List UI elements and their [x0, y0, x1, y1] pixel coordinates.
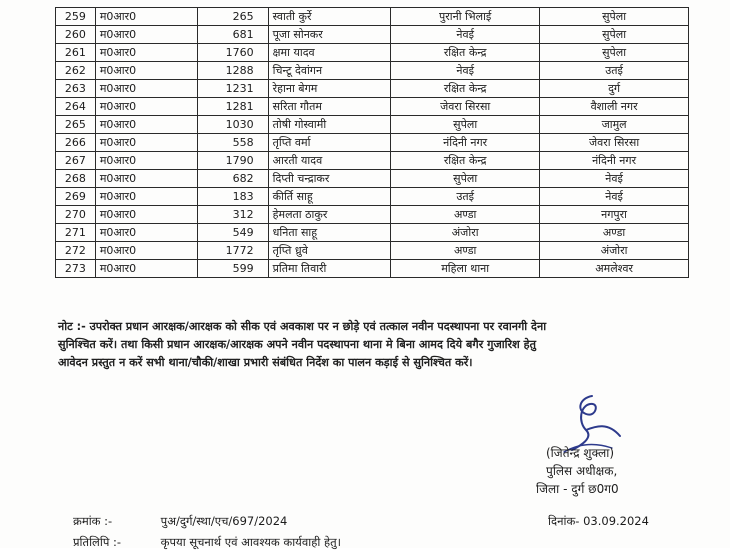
cell-from: अंजोरा — [391, 224, 540, 242]
cell-no: 183 — [198, 188, 268, 206]
cell-from: सुपेला — [391, 116, 540, 134]
cell-no: 1281 — [198, 98, 268, 116]
cell-rank: म0आर0 — [95, 188, 197, 206]
cell-to: दुर्ग — [540, 80, 689, 98]
officer-signature-block — [536, 444, 619, 498]
cell-from: रक्षित केन्द्र — [391, 44, 540, 62]
cell-sr: 270 — [56, 206, 96, 224]
cell-sr: 261 — [56, 44, 96, 62]
table-row — [56, 98, 689, 116]
cell-sr: 265 — [56, 116, 96, 134]
cell-to: अंजोरा — [540, 242, 689, 260]
cell-sr: 259 — [56, 8, 96, 26]
cell-no: 682 — [198, 170, 268, 188]
cell-name: दिप्ती चन्द्राकर — [268, 170, 391, 188]
cell-name: तृप्ति ध्रुवे — [268, 242, 391, 260]
officer-district: जिला - दुर्ग छ0ग0 — [536, 482, 619, 496]
cell-from: रक्षित केन्द्र — [391, 80, 540, 98]
cell-no: 265 — [198, 8, 268, 26]
cell-to: जामुल — [540, 116, 689, 134]
cell-rank: म0आर0 — [95, 98, 197, 116]
copy-label: प्रतिलिपि :- — [73, 535, 122, 549]
table-row — [56, 152, 689, 170]
reference-value: पुअ/दुर्ग/स्था/एच/697/2024 — [160, 514, 288, 528]
cell-to: अण्डा — [540, 224, 689, 242]
cell-name: कीर्ति साहू — [268, 188, 391, 206]
cell-from: नंदिनी नगर — [391, 134, 540, 152]
cell-rank: म0आर0 — [95, 116, 197, 134]
cell-rank: म0आर0 — [95, 242, 197, 260]
cell-no: 1760 — [198, 44, 268, 62]
cell-sr: 271 — [56, 224, 96, 242]
cell-to: नंदिनी नगर — [540, 152, 689, 170]
cell-no: 558 — [198, 134, 268, 152]
cell-name: पूजा सोनकर — [268, 26, 391, 44]
cell-name: क्षमा यादव — [268, 44, 391, 62]
cell-rank: म0आर0 — [95, 260, 197, 278]
cell-to: नेवई — [540, 170, 689, 188]
cell-name: धनिता साहू — [268, 224, 391, 242]
cell-to: अमलेश्वर — [540, 260, 689, 278]
officer-name: (जितेन्द्र शुक्ला) — [546, 446, 615, 460]
cell-name: चिन्टू देवांगन — [268, 62, 391, 80]
cell-sr: 273 — [56, 260, 96, 278]
cell-no: 599 — [198, 260, 268, 278]
cell-to: जेवरा सिरसा — [540, 134, 689, 152]
cell-name: हेमलता ठाकुर — [268, 206, 391, 224]
table-row — [56, 116, 689, 134]
cell-name: आरती यादव — [268, 152, 391, 170]
table-row — [56, 8, 689, 26]
table-row — [56, 224, 689, 242]
cell-sr: 260 — [56, 26, 96, 44]
cell-sr: 262 — [56, 62, 96, 80]
note-line-3: आवेदन प्रस्तुत न करें सभी थाना/चौकी/शाखा प्रभारी संबंधित निर्देश का पालन कड़ाई से सुनिश्चित करें। — [58, 356, 473, 369]
cell-sr: 268 — [56, 170, 96, 188]
cell-no: 312 — [198, 206, 268, 224]
note-line-1: नोट :- उपरोक्त प्रधान आरक्षक/आरक्षक को सीक एवं अवकाश पर न छोड़े एवं तत्काल नवीन पदस्थापना पर रवानगी देना — [58, 320, 547, 333]
cell-from: नेवई — [391, 26, 540, 44]
cell-rank: म0आर0 — [95, 26, 197, 44]
cell-rank: म0आर0 — [95, 80, 197, 98]
cell-no: 1772 — [198, 242, 268, 260]
issue-date: दिनांक- 03.09.2024 — [548, 514, 649, 528]
table-row — [56, 170, 689, 188]
reference-number — [73, 514, 287, 529]
cell-from: नेवई — [391, 62, 540, 80]
table-row — [56, 26, 689, 44]
cell-no: 1231 — [198, 80, 268, 98]
cell-rank: म0आर0 — [95, 134, 197, 152]
cell-sr: 263 — [56, 80, 96, 98]
cell-name: तृप्ति वर्मा — [268, 134, 391, 152]
cell-sr: 272 — [56, 242, 96, 260]
cell-rank: म0आर0 — [95, 8, 197, 26]
cell-sr: 267 — [56, 152, 96, 170]
table-row — [56, 260, 689, 278]
cell-from: जेवरा सिरसा — [391, 98, 540, 116]
cell-name: स्वाती कुर्रे — [268, 8, 391, 26]
cell-name: रेहाना बेगम — [268, 80, 391, 98]
note-block — [58, 318, 698, 372]
cell-sr: 264 — [56, 98, 96, 116]
cell-no: 1288 — [198, 62, 268, 80]
table-row — [56, 188, 689, 206]
cell-from: रक्षित केन्द्र — [391, 152, 540, 170]
copy-value: कृपया सूचनार्थ एवं आवश्यक कार्यवाही हेतु। — [160, 535, 341, 549]
cell-from: अण्डा — [391, 206, 540, 224]
table-row — [56, 62, 689, 80]
table-row — [56, 80, 689, 98]
cell-to: नगपुरा — [540, 206, 689, 224]
cell-no: 681 — [198, 26, 268, 44]
cell-rank: म0आर0 — [95, 152, 197, 170]
cell-no: 1030 — [198, 116, 268, 134]
cell-to: वैशाली नगर — [540, 98, 689, 116]
table-row — [56, 206, 689, 224]
cell-rank: म0आर0 — [95, 206, 197, 224]
table-row — [56, 44, 689, 62]
note-line-2: सुनिश्चित करें। तथा किसी प्रधान आरक्षक/आरक्षक अपने नवीन पदस्थापना थाना मे बिना आमद दिये बगैर गुजारिश हेतु — [58, 338, 536, 351]
cell-rank: म0आर0 — [95, 224, 197, 242]
cell-to: नेवई — [540, 188, 689, 206]
cell-to: उतई — [540, 62, 689, 80]
cell-name: प्रतिमा तिवारी — [268, 260, 391, 278]
cell-no: 1790 — [198, 152, 268, 170]
cell-from: पुरानी भिलाई — [391, 8, 540, 26]
cell-to: सुपेला — [540, 26, 689, 44]
cell-rank: म0आर0 — [95, 170, 197, 188]
cell-from: महिला थाना — [391, 260, 540, 278]
cell-sr: 269 — [56, 188, 96, 206]
cell-from: उतई — [391, 188, 540, 206]
cell-from: सुपेला — [391, 170, 540, 188]
table-row — [56, 134, 689, 152]
cell-no: 549 — [198, 224, 268, 242]
transfer-table-body — [56, 8, 689, 278]
transfer-table — [55, 7, 689, 278]
cell-from: अण्डा — [391, 242, 540, 260]
cell-name: तोषी गोस्वामी — [268, 116, 391, 134]
cell-rank: म0आर0 — [95, 62, 197, 80]
cell-to: सुपेला — [540, 8, 689, 26]
cell-name: सरिता गौतम — [268, 98, 391, 116]
cell-rank: म0आर0 — [95, 44, 197, 62]
cell-to: सुपेला — [540, 44, 689, 62]
cell-sr: 266 — [56, 134, 96, 152]
officer-designation: पुलिस अधीक्षक, — [546, 464, 618, 478]
reference-label: क्रमांक :- — [73, 514, 113, 528]
table-row — [56, 242, 689, 260]
